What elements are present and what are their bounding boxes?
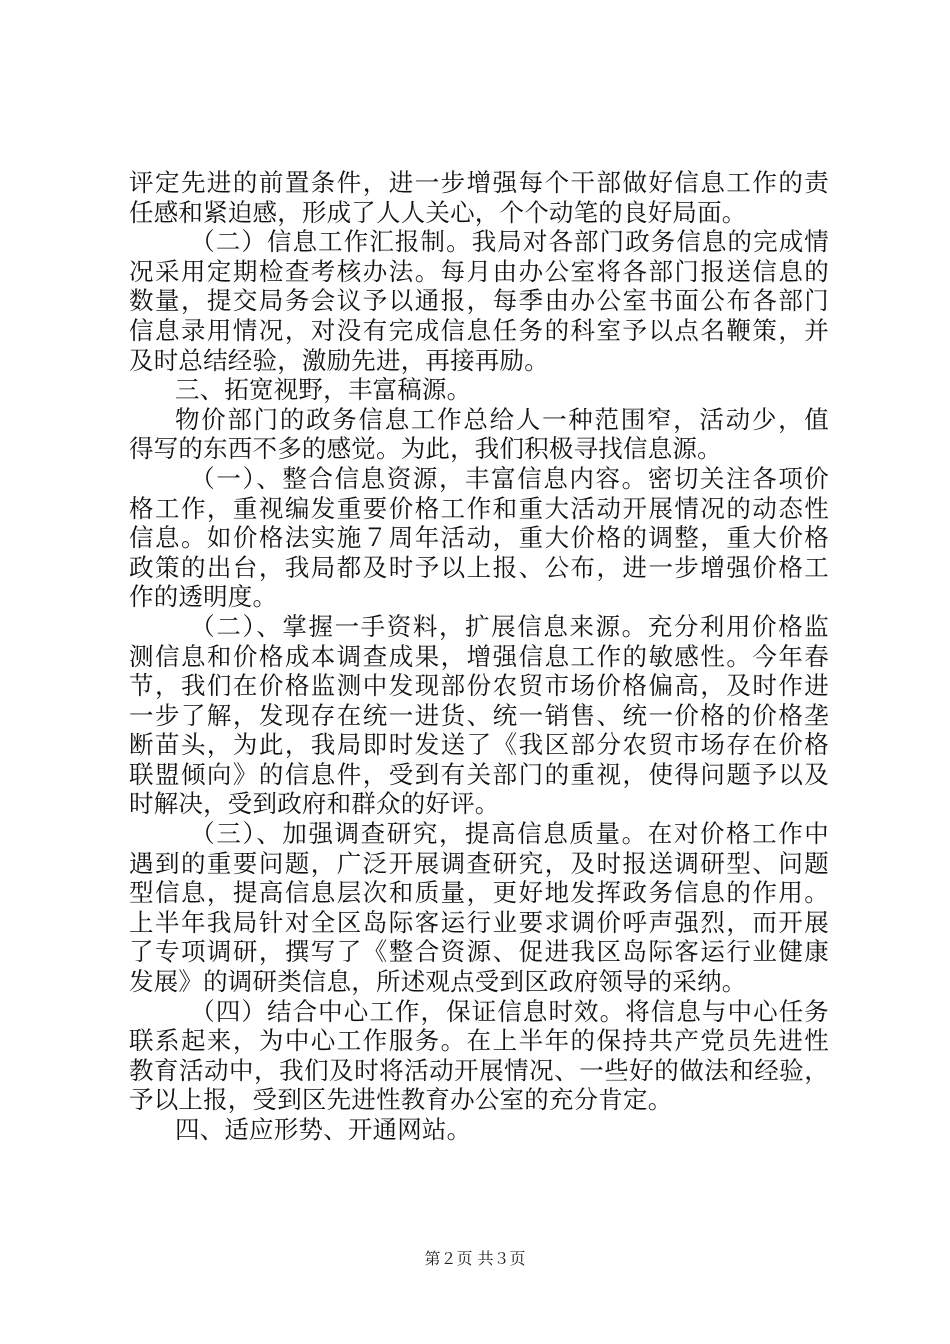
text-line: 政策的出台，我局都及时予以上报、公布，进一步增强价格工 <box>129 552 829 582</box>
text-line: （一）、整合信息资源，丰富信息内容。密切关注各项价 <box>190 463 829 493</box>
text-line: （四）结合中心工作，保证信息时效。将信息与中心任务 <box>190 996 829 1026</box>
text-line: 联盟倾向》的信息件，受到有关部门的重视，使得问题予以及 <box>129 759 829 789</box>
text-line: 了专项调研，撰写了《整合资源、促进我区岛际客运行业健康 <box>129 937 829 967</box>
text-line: 作的透明度。 <box>129 582 278 612</box>
text-line: 发展》的调研类信息，所述观点受到区政府领导的采纳。 <box>129 967 747 997</box>
text-line: 任感和紧迫感，形成了人人关心，个个动笔的良好局面。 <box>129 197 747 227</box>
text-line: 评定先进的前置条件，进一步增强每个干部做好信息工作的责 <box>129 168 829 197</box>
text-line: 一步了解，发现存在统一进货、统一销售、统一价格的价格垄 <box>129 700 829 730</box>
text-line: 节，我们在价格监测中发现部份农贸市场价格偏高，及时作进 <box>129 671 829 701</box>
text-line: 三、拓宽视野，丰富稿源。 <box>174 375 472 405</box>
text-line: 予以上报，受到区先进性教育办公室的充分肯定。 <box>129 1085 673 1115</box>
text-line: 物价部门的政务信息工作总给人一种范围窄，活动少，值 <box>174 404 829 434</box>
page-footer: 第２页 共３页 <box>424 1249 526 1268</box>
text-line: 遇到的重要问题，广泛开展调查研究，及时报送调研型、问题 <box>129 848 829 878</box>
text-line: （二）信息工作汇报制。我局对各部门政务信息的完成情 <box>190 227 829 257</box>
text-line: 时解决，受到政府和群众的好评。 <box>129 789 500 819</box>
text-line: 及时总结经验，激励先进，再接再励。 <box>129 345 549 375</box>
text-line: 得写的东西不多的感觉。为此，我们积极寻找信息源。 <box>129 434 722 464</box>
text-line: 四、适应形势、开通网站。 <box>174 1115 472 1144</box>
text-line: 教育活动中，我们及时将活动开展情况、一些好的做法和经验， <box>129 1055 829 1085</box>
text-line: （二）、掌握一手资料，扩展信息来源。充分利用价格监 <box>190 611 829 641</box>
text-line: 联系起来，为中心工作服务。在上半年的保持共产党员先进性 <box>129 1026 829 1056</box>
text-line: 数量，提交局务会议予以通报，每季由办公室书面公布各部门 <box>129 286 829 316</box>
text-line: （三）、加强调查研究，提高信息质量。在对价格工作中 <box>190 819 829 849</box>
text-line: 断苗头，为此，我局即时发送了《我区部分农贸市场存在价格 <box>129 730 829 760</box>
text-line: 测信息和价格成本调查成果，增强信息工作的敏感性。今年春 <box>129 641 829 671</box>
text-line: 信息。如价格法实施７周年活动，重大价格的调整，重大价格 <box>129 523 829 553</box>
text-line: 格工作，重视编发重要价格工作和重大活动开展情况的动态性 <box>129 493 829 523</box>
text-line: 信息录用情况，对没有完成信息任务的科室予以点名鞭策，并 <box>129 315 829 345</box>
text-line: 况采用定期检查考核办法。每月由办公室将各部门报送信息的 <box>129 256 829 286</box>
text-line: 型信息，提高信息层次和质量，更好地发挥政务信息的作用。 <box>129 878 829 908</box>
text-line: 上半年我局针对全区岛际客运行业要求调价呼声强烈，而开展 <box>129 907 829 937</box>
document-body <box>129 168 829 1145</box>
